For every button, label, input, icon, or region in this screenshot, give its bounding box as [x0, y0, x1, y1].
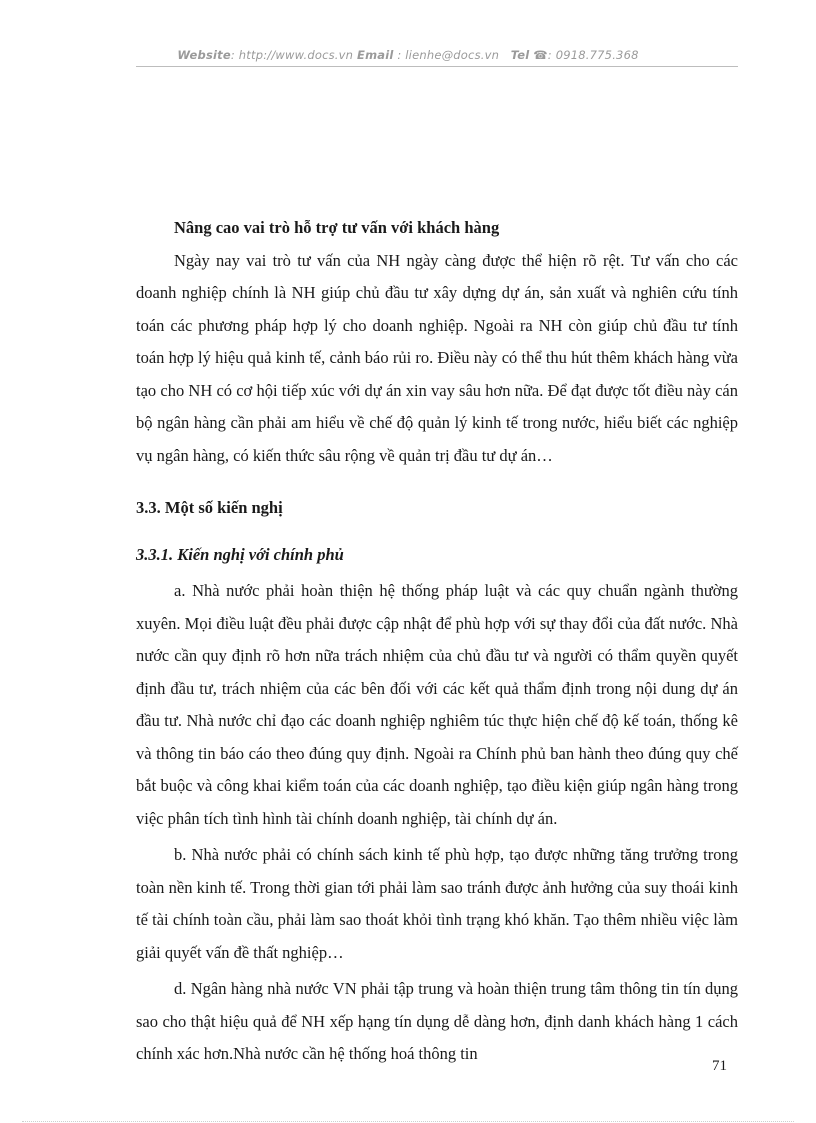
section-title: 3.3. Một số kiến nghị	[136, 498, 283, 517]
tel-value: : 0918.775.368	[547, 48, 639, 62]
paragraph-advisory-role: Ngày nay vai trò tư vấn của NH ngày càng được thể hiện rõ rệt. Tư vấn cho các doanh nghiệp chính là NH giúp chủ đầu tư xây dựng dự án, sản xuất và nghiên cứu tính toán các phương pháp hợp lý cho doanh nghiệp. Ngoài ra NH còn giúp chủ đầu tư tính toán hợp lý hiệu quả kinh tế, cảnh báo rủi ro. Điều này có thể thu hút thêm khách hàng vừa tạo cho NH có cơ hội tiếp xúc với dự án xin vay sâu hơn nữa. Để đạt được tốt điều này cán bộ ngân hàng cần phải am hiểu về chế độ quản lý kinh tế trong nước, hiểu biết các nghiệp vụ ngân hàng, có kiến thức sâu rộng về quản trị đầu tư dự án…	[136, 250, 738, 465]
subsection-title: 3.3.1. Kiến nghị với chính phủ	[136, 544, 344, 564]
header-divider	[136, 66, 738, 67]
document-body	[136, 212, 738, 1071]
heading: Nâng cao vai trò hỗ trợ tư vấn với khách hàng	[174, 218, 500, 237]
page-number: 71	[712, 1058, 727, 1074]
page-header	[0, 48, 816, 62]
footer-divider	[22, 1121, 794, 1122]
website-value: : http://www.docs.vn	[230, 48, 354, 62]
tel-label: Tel	[510, 48, 530, 62]
website-label: Website	[177, 48, 231, 62]
email-label: Email	[357, 48, 394, 62]
paragraph-b: b. Nhà nước phải có chính sách kinh tế phù hợp, tạo được những tăng trưởng trong toàn nền kinh tế. Trong thời gian tới phải làm sao tránh được ảnh hưởng của suy thoái kinh tế tài chính toàn cầu, phải làm sao thoát khỏi tình trạng khó khăn. Tạo thêm nhiều việc làm giải quyết vấn đề thất nghiệp…	[136, 845, 738, 962]
paragraph-a: a. Nhà nước phải hoàn thiện hệ thống pháp luật và các quy chuẩn ngành thường xuyên. Mọi điều luật đều phải được cập nhật để phù hợp với sự thay đổi của đất nước. Nhà nước cần quy định rõ hơn nữa trách nhiệm của chủ đầu tư và người có thẩm quyền quyết định đầu tư, trách nhiệm của các bên đối với các kết quả thẩm định trong nội dung dự án đầu tư. Nhà nước chỉ đạo các doanh nghiệp nghiêm túc thực hiện chế độ kế toán, thống kê và thông tin báo cáo theo đúng quy định. Ngoài ra Chính phủ ban hành theo đúng quy chế bắt buộc và công khai kiểm toán của các doanh nghiệp, tạo điều kiện giúp ngân hàng trong việc phân tích tình hình tài chính doanh nghiệp, tài chính dự án.	[136, 581, 738, 828]
paragraph-d: d. Ngân hàng nhà nước VN phải tập trung và hoàn thiện trung tâm thông tin tín dụng sao cho thật hiệu quả để NH xếp hạng tín dụng dễ dàng hơn, định danh khách hàng 1 cách chính xác hơn.Nhà nước cần hệ thống hoá thông tin	[136, 979, 738, 1063]
email-value: : lienhe@docs.vn	[397, 48, 500, 62]
phone-icon: ☎	[533, 48, 548, 62]
